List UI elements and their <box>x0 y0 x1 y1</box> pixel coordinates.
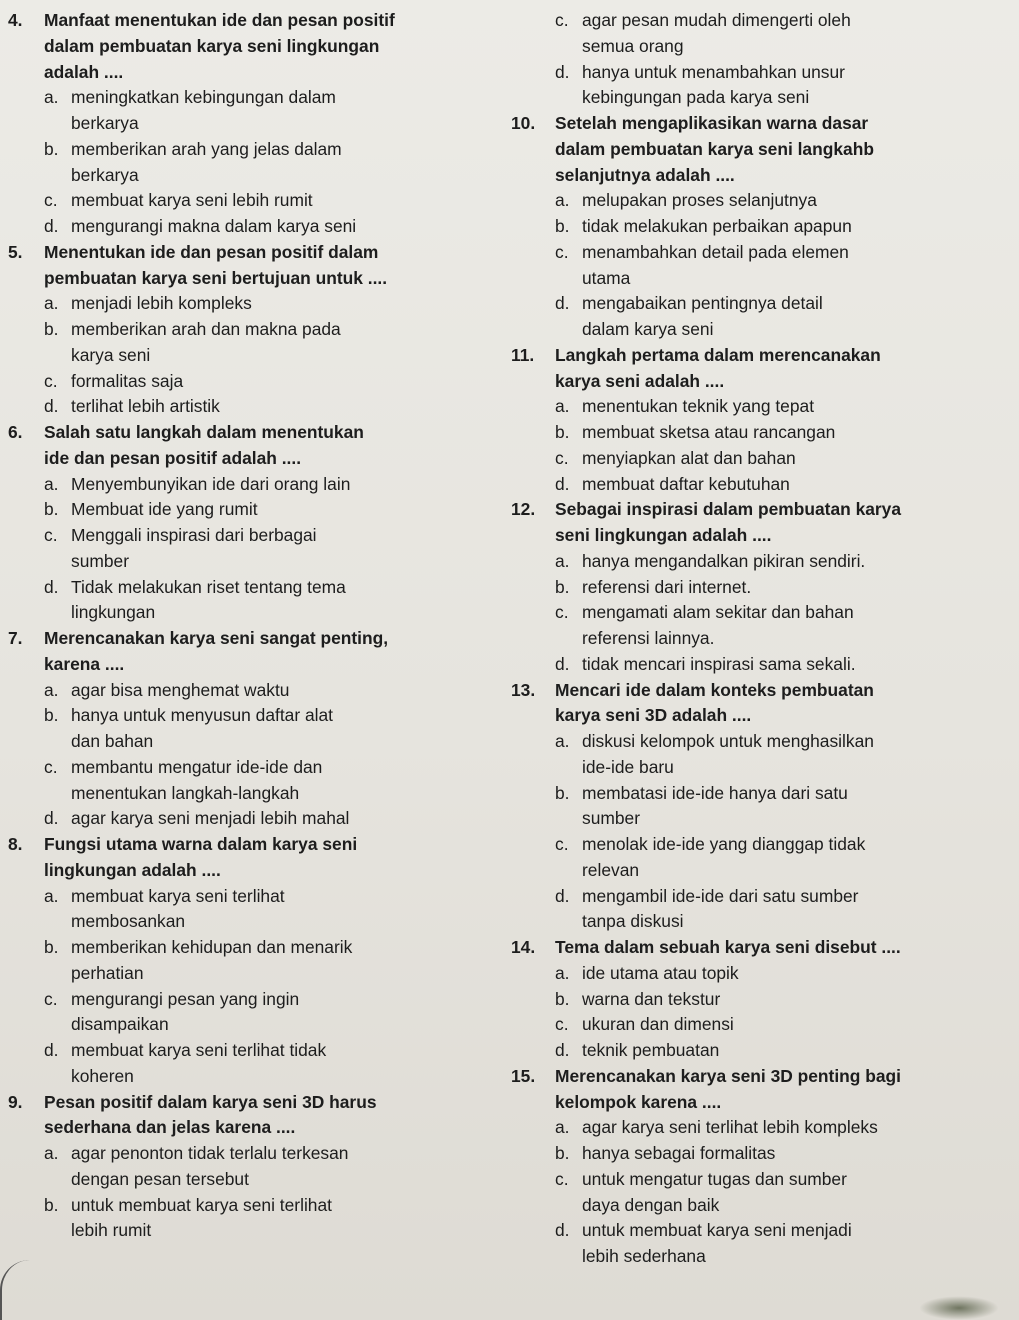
question-line: Merencanakan karya seni 3D penting bagi <box>555 1065 902 1086</box>
question-number: 5. <box>8 241 23 262</box>
option-letter: c. <box>44 370 58 391</box>
option-line: membatasi ide-ide hanya dari satu <box>582 782 848 803</box>
option-line: hanya untuk menambahkan unsur <box>582 61 845 82</box>
option-letter: c. <box>44 190 58 211</box>
option-text <box>71 935 498 987</box>
question-text <box>44 832 498 884</box>
option-letter: c. <box>555 602 569 623</box>
option-letter: d. <box>555 293 570 314</box>
option-letter: d. <box>555 1040 570 1060</box>
option-text <box>582 600 1011 652</box>
option-line: agar penonton tidak terlalu terkesan <box>71 1143 349 1163</box>
question-line: Mencari ide dalam konteks pembuatan <box>555 679 874 700</box>
answer-option[interactable] <box>8 394 498 420</box>
question-stem <box>511 935 1011 961</box>
option-line: agar karya seni menjadi lebih mahal <box>71 808 350 829</box>
option-line: Menyembunyikan ide dari orang lain <box>71 473 351 494</box>
question-number: 4. <box>8 10 23 30</box>
question-line: Sebagai inspirasi dalam pembuatan karya <box>555 499 902 520</box>
question-stem <box>511 343 1011 395</box>
option-text <box>582 1038 1011 1064</box>
question-block <box>8 240 498 420</box>
option-letter: a. <box>44 87 59 108</box>
option-line: memberikan kehidupan dan menarik <box>71 937 353 957</box>
option-text <box>71 472 498 498</box>
option-letter: a. <box>555 962 570 983</box>
option-letter: d. <box>44 576 59 597</box>
option-text <box>582 394 1011 420</box>
question-text <box>44 626 498 678</box>
question-number: 9. <box>8 1091 23 1112</box>
option-line: membuat sketsa atau rancangan <box>582 422 836 442</box>
question-number: 6. <box>8 422 23 442</box>
answer-option[interactable] <box>511 600 1011 652</box>
answer-option[interactable] <box>511 291 1011 343</box>
answer-option[interactable] <box>511 420 1011 446</box>
option-text <box>71 703 498 755</box>
option-line: hanya untuk menyusun daftar alat <box>71 705 333 726</box>
answer-option[interactable] <box>8 575 498 627</box>
option-letter: d. <box>555 653 570 674</box>
question-line: dalam pembuatan karya seni langkahb <box>555 138 874 159</box>
option-line: dengan pesan tersebut <box>71 1168 249 1189</box>
question-text <box>44 8 498 85</box>
question-stem <box>8 1090 498 1142</box>
option-line: mengamati alam sekitar dan bahan <box>582 602 854 623</box>
option-text <box>71 884 498 936</box>
option-line: lebih rumit <box>71 1220 152 1241</box>
option-text <box>71 806 498 832</box>
answer-option[interactable] <box>8 85 498 137</box>
question-stem <box>511 111 1011 188</box>
question-stem <box>8 832 498 884</box>
answer-option[interactable] <box>8 1038 498 1090</box>
question-block <box>511 8 1011 111</box>
option-line: perhatian <box>71 962 144 983</box>
question-block <box>511 111 1011 343</box>
option-text <box>71 678 498 704</box>
option-text <box>71 369 498 395</box>
option-letter: d. <box>555 885 570 906</box>
question-text <box>555 111 1011 188</box>
question-number: 15. <box>511 1065 536 1086</box>
option-line: agar karya seni terlihat lebih kompleks <box>582 1117 878 1138</box>
option-text <box>582 575 1011 601</box>
question-block <box>8 8 498 240</box>
option-line: mengurangi pesan yang ingin <box>71 988 300 1009</box>
question-line: Salah satu langkah dalam menentukan <box>44 422 364 442</box>
option-letter: c. <box>555 241 569 262</box>
option-line: hanya mengandalkan pikiran sendiri. <box>582 550 866 571</box>
option-line: referensi lainnya. <box>582 628 715 648</box>
question-line: ide dan pesan positif adalah .... <box>44 447 302 468</box>
question-line: Manfaat menentukan ide dan pesan positif <box>44 10 395 30</box>
option-line: membuat karya seni terlihat tidak <box>71 1040 327 1060</box>
option-letter: a. <box>555 1117 570 1138</box>
question-number: 10. <box>511 113 536 133</box>
answer-option[interactable] <box>8 497 498 523</box>
option-letter: b. <box>555 988 570 1009</box>
question-block <box>511 1064 1011 1270</box>
option-letter: b. <box>44 705 59 726</box>
option-line: Tidak melakukan riset tentang tema <box>71 576 346 597</box>
option-line: membuat daftar kebutuhan <box>582 473 790 494</box>
question-block <box>511 497 1011 677</box>
question-stem <box>8 420 498 472</box>
option-line: koheren <box>71 1065 134 1086</box>
answer-option[interactable] <box>511 394 1011 420</box>
option-letter: b. <box>555 1143 570 1163</box>
option-letter: b. <box>44 138 59 159</box>
answer-option[interactable] <box>8 755 498 807</box>
question-line: karena .... <box>44 653 125 674</box>
option-text <box>71 497 498 523</box>
option-line: formalitas saja <box>71 370 184 391</box>
option-line: relevan <box>582 859 640 880</box>
question-stem <box>511 678 1011 730</box>
option-letter: c. <box>555 10 569 30</box>
option-line: menambahkan detail pada elemen <box>582 241 849 262</box>
option-letter: b. <box>44 1194 59 1215</box>
option-text <box>582 472 1011 498</box>
option-line: tidak mencari inspirasi sama sekali. <box>582 653 856 674</box>
answer-option[interactable] <box>511 1012 1011 1038</box>
option-text <box>582 446 1011 472</box>
option-text <box>582 1218 1011 1270</box>
answer-option[interactable] <box>511 1218 1011 1270</box>
question-stem <box>511 1064 1011 1116</box>
option-letter: a. <box>555 731 570 751</box>
option-text <box>71 137 498 189</box>
option-text <box>582 291 1011 343</box>
option-letter: a. <box>44 1143 59 1163</box>
question-block <box>8 420 498 626</box>
option-letter: d. <box>555 1220 570 1241</box>
option-text <box>582 420 1011 446</box>
question-line: Setelah mengaplikasikan warna dasar <box>555 113 869 133</box>
option-letter: d. <box>44 216 59 236</box>
answer-option[interactable] <box>511 1115 1011 1141</box>
question-line: Merencanakan karya seni sangat penting, <box>44 628 389 648</box>
option-text <box>582 549 1011 575</box>
answer-option[interactable] <box>511 961 1011 987</box>
option-letter: c. <box>44 756 58 777</box>
question-line: Menentukan ide dan pesan positif dalam <box>44 241 379 262</box>
option-text <box>582 214 1011 240</box>
option-line: sumber <box>71 550 129 571</box>
answer-option[interactable] <box>8 214 498 240</box>
option-line: Menggali inspirasi dari berbagai <box>71 525 317 545</box>
question-line: pembuatan karya seni bertujuan untuk .... <box>44 267 388 288</box>
question-line: selanjutnya adalah .... <box>555 164 735 185</box>
answer-option[interactable] <box>511 781 1011 833</box>
answer-option[interactable] <box>511 652 1011 678</box>
option-text <box>582 987 1011 1013</box>
option-line: diskusi kelompok untuk menghasilkan <box>582 731 874 751</box>
question-block <box>511 935 1011 1064</box>
option-line: membosankan <box>71 911 186 932</box>
answer-option[interactable] <box>511 472 1011 498</box>
option-line: untuk membuat karya seni terlihat <box>71 1194 332 1215</box>
question-number: 7. <box>8 628 23 648</box>
answer-option[interactable] <box>511 60 1011 112</box>
answer-option[interactable] <box>511 884 1011 936</box>
option-letter: b. <box>44 499 59 520</box>
option-letter: c. <box>44 525 58 545</box>
answer-option[interactable] <box>511 8 1011 60</box>
option-line: menentukan teknik yang tepat <box>582 396 815 417</box>
option-line: agar bisa menghemat waktu <box>71 679 290 700</box>
option-text <box>582 729 1011 781</box>
question-line: Fungsi utama warna dalam karya seni <box>44 834 358 854</box>
option-line: membuat karya seni lebih rumit <box>71 190 313 211</box>
option-line: memberikan arah yang jelas dalam <box>71 138 342 159</box>
option-text <box>582 884 1011 936</box>
option-line: agar pesan mudah dimengerti oleh <box>582 10 851 30</box>
question-line: adalah .... <box>44 61 124 82</box>
question-number: 8. <box>8 834 23 854</box>
option-line: menolak ide-ide yang dianggap tidak <box>582 834 866 854</box>
question-number: 13. <box>511 679 536 700</box>
question-number: 12. <box>511 499 536 520</box>
option-text <box>71 214 498 240</box>
page-curl-edge <box>0 1260 42 1320</box>
option-line: menyiapkan alat dan bahan <box>582 447 796 468</box>
option-line: utama <box>582 267 631 288</box>
option-line: tidak melakukan perbaikan apapun <box>582 216 852 236</box>
option-line: semua orang <box>582 35 684 56</box>
option-line: menentukan langkah-langkah <box>71 782 300 803</box>
answer-option[interactable] <box>511 1167 1011 1219</box>
option-line: dan bahan <box>71 731 154 751</box>
answer-option[interactable] <box>8 291 498 317</box>
option-text <box>71 394 498 420</box>
option-line: karya seni <box>71 344 151 365</box>
option-line: disampaikan <box>71 1014 169 1035</box>
option-line: berkarya <box>71 113 139 133</box>
option-line: terlihat lebih artistik <box>71 396 220 417</box>
corner-shadow <box>919 1296 999 1320</box>
question-block <box>8 1090 498 1245</box>
option-letter: a. <box>44 885 59 906</box>
answer-option[interactable] <box>8 317 498 369</box>
answer-option[interactable] <box>511 214 1011 240</box>
right-column <box>511 8 1011 1270</box>
question-number: 11. <box>511 344 535 365</box>
question-line: seni lingkungan adalah .... <box>555 525 772 545</box>
question-line: Pesan positif dalam karya seni 3D harus <box>44 1091 377 1112</box>
answer-option[interactable] <box>511 240 1011 292</box>
option-line: daya dengan baik <box>582 1194 720 1215</box>
option-letter: b. <box>44 319 59 339</box>
option-line: ide utama atau topik <box>582 962 739 983</box>
answer-option[interactable] <box>511 832 1011 884</box>
question-line: kelompok karena .... <box>555 1091 722 1112</box>
option-letter: a. <box>555 396 570 417</box>
option-line: referensi dari internet. <box>582 576 752 597</box>
option-letter: a. <box>555 550 570 571</box>
option-text <box>582 1141 1011 1167</box>
option-text <box>582 652 1011 678</box>
question-line: lingkungan adalah .... <box>44 859 221 880</box>
question-stem <box>511 497 1011 549</box>
option-letter: d. <box>44 396 59 417</box>
option-line: mengabaikan pentingnya detail <box>582 293 823 314</box>
option-text <box>582 188 1011 214</box>
answer-option[interactable] <box>8 678 498 704</box>
answer-option[interactable] <box>511 987 1011 1013</box>
question-stem <box>8 240 498 292</box>
left-column <box>8 8 498 1244</box>
answer-option[interactable] <box>8 1193 498 1245</box>
question-number: 14. <box>511 937 536 957</box>
question-line: Langkah pertama dalam merencanakan <box>555 344 881 365</box>
question-block <box>8 832 498 1090</box>
question-block <box>511 678 1011 936</box>
option-letter: d. <box>44 1040 59 1060</box>
option-line: untuk membuat karya seni menjadi <box>582 1220 852 1241</box>
option-line: membuat karya seni terlihat <box>71 885 285 906</box>
question-line: sederhana dan jelas karena .... <box>44 1117 296 1138</box>
option-text <box>71 1193 498 1245</box>
question-text <box>44 240 498 292</box>
option-line: meningkatkan kebingungan dalam <box>71 87 336 108</box>
question-text <box>44 420 498 472</box>
question-block <box>511 343 1011 498</box>
question-text <box>44 1090 498 1142</box>
option-letter: d. <box>555 473 570 494</box>
option-letter: a. <box>44 293 59 314</box>
option-letter: a. <box>555 190 570 211</box>
option-letter: b. <box>555 216 570 236</box>
option-line: memberikan arah dan makna pada <box>71 319 341 339</box>
option-text <box>71 291 498 317</box>
option-letter: c. <box>555 1014 569 1035</box>
option-text <box>71 1038 498 1090</box>
answer-option[interactable] <box>8 369 498 395</box>
option-line: dalam karya seni <box>582 319 714 339</box>
option-letter: a. <box>44 473 59 494</box>
option-line: tanpa diskusi <box>582 911 684 932</box>
answer-option[interactable] <box>511 188 1011 214</box>
option-line: menjadi lebih kompleks <box>71 293 252 314</box>
option-letter: c. <box>44 988 58 1009</box>
answer-option[interactable] <box>8 1141 498 1193</box>
option-line: hanya sebagai formalitas <box>582 1143 776 1163</box>
option-line: ukuran dan dimensi <box>582 1014 734 1035</box>
option-line: kebingungan pada karya seni <box>582 87 810 108</box>
option-line: sumber <box>582 808 640 829</box>
answer-option[interactable] <box>511 1038 1011 1064</box>
option-letter: a. <box>44 679 59 700</box>
answer-option[interactable] <box>8 884 498 936</box>
answer-option[interactable] <box>8 523 498 575</box>
question-line: karya seni adalah .... <box>555 370 725 391</box>
option-text <box>71 317 498 369</box>
question-block <box>8 626 498 832</box>
option-text <box>582 1012 1011 1038</box>
option-line: mengurangi makna dalam karya seni <box>71 216 357 236</box>
answer-option[interactable] <box>8 806 498 832</box>
option-text <box>71 85 498 137</box>
option-letter: d. <box>555 61 570 82</box>
option-line: untuk mengatur tugas dan sumber <box>582 1168 847 1189</box>
option-text <box>582 240 1011 292</box>
answer-option[interactable] <box>8 987 498 1039</box>
question-line: karya seni 3D adalah .... <box>555 705 752 726</box>
option-line: mengambil ide-ide dari satu sumber <box>582 885 859 906</box>
answer-option[interactable] <box>511 446 1011 472</box>
answer-option[interactable] <box>8 935 498 987</box>
option-letter: c. <box>555 834 569 854</box>
question-text <box>555 343 1011 395</box>
option-letter: b. <box>555 782 570 803</box>
option-line: membantu mengatur ide-ide dan <box>71 756 323 777</box>
option-text <box>71 755 498 807</box>
answer-option[interactable] <box>511 729 1011 781</box>
question-text <box>555 1064 1011 1116</box>
option-line: lingkungan <box>71 602 156 623</box>
answer-option[interactable] <box>511 1141 1011 1167</box>
option-text <box>582 781 1011 833</box>
option-text <box>71 523 498 575</box>
option-text <box>582 1167 1011 1219</box>
option-text <box>582 1115 1011 1141</box>
question-text <box>555 678 1011 730</box>
option-letter: b. <box>555 576 570 597</box>
answer-option[interactable] <box>8 472 498 498</box>
question-line: Tema dalam sebuah karya seni disebut .... <box>555 937 901 957</box>
option-text <box>71 1141 498 1193</box>
option-text <box>582 60 1011 112</box>
option-line: ide-ide baru <box>582 756 674 777</box>
option-line: melupakan proses selanjutnya <box>582 190 817 211</box>
option-letter: c. <box>555 447 569 468</box>
option-text <box>582 832 1011 884</box>
question-text <box>555 497 1011 549</box>
option-letter: c. <box>555 1168 569 1189</box>
question-text <box>555 935 1011 961</box>
option-text <box>582 8 1011 60</box>
option-line: berkarya <box>71 164 139 185</box>
question-stem <box>8 626 498 678</box>
option-text <box>71 188 498 214</box>
answer-option[interactable] <box>511 575 1011 601</box>
option-letter: b. <box>44 937 59 957</box>
option-line: Membuat ide yang rumit <box>71 499 258 520</box>
option-letter: b. <box>555 422 570 442</box>
option-text <box>71 987 498 1039</box>
option-text <box>582 961 1011 987</box>
answer-option[interactable] <box>8 188 498 214</box>
option-line: lebih sederhana <box>582 1246 706 1266</box>
option-line: teknik pembuatan <box>582 1040 720 1060</box>
option-line: warna dan tekstur <box>582 988 721 1009</box>
option-text <box>71 575 498 627</box>
answer-option[interactable] <box>511 549 1011 575</box>
question-stem <box>8 8 498 85</box>
option-letter: d. <box>44 808 59 829</box>
question-line: dalam pembuatan karya seni lingkungan <box>44 35 380 56</box>
answer-option[interactable] <box>8 703 498 755</box>
answer-option[interactable] <box>8 137 498 189</box>
